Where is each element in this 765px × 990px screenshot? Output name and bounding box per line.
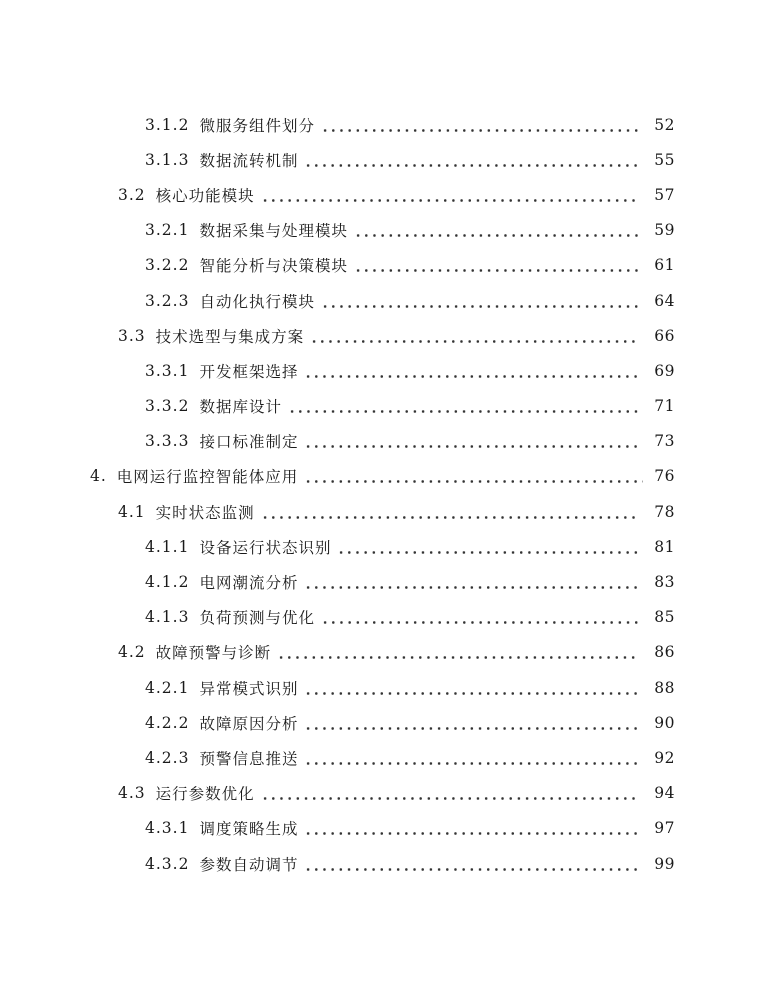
toc-dot-leader xyxy=(304,164,639,167)
toc-entry-number: 4.1.1 xyxy=(145,537,190,556)
toc-entry-number: 4.1.3 xyxy=(145,608,190,627)
toc-entry-number: 4.2 xyxy=(118,643,146,662)
toc-dot-leader xyxy=(304,762,639,765)
toc-entry-number: 3.2 xyxy=(118,185,146,204)
toc-entry[interactable] xyxy=(0,846,765,881)
toc-entry-title: 实时状态监测 xyxy=(155,503,255,522)
toc-dot-leader xyxy=(337,551,639,554)
toc-dot-leader xyxy=(321,305,639,308)
toc-entry[interactable] xyxy=(0,670,765,705)
toc-entry-title: 数据库设计 xyxy=(199,398,282,417)
toc-entry-number: 4.3 xyxy=(118,784,146,803)
toc-entry-number: 3.3.2 xyxy=(145,397,190,416)
toc-entry-title: 故障预警与诊断 xyxy=(155,644,272,663)
toc-dot-leader xyxy=(310,340,639,343)
toc-entry-title: 电网潮流分析 xyxy=(199,574,299,593)
toc-entry-page-number: 99 xyxy=(654,854,675,873)
toc-dot-leader xyxy=(288,410,639,413)
toc-entry[interactable] xyxy=(0,459,765,494)
toc-dot-leader xyxy=(354,269,639,272)
toc-entry-title: 运行参数优化 xyxy=(155,785,255,804)
toc-entry-title: 技术选型与集成方案 xyxy=(155,327,305,346)
toc-entry-title: 负荷预测与优化 xyxy=(199,609,315,628)
toc-entry-title: 参数自动调节 xyxy=(199,855,299,874)
toc-entry-number: 3.2.3 xyxy=(145,291,190,310)
toc-entry-title: 微服务组件划分 xyxy=(199,116,315,135)
toc-entry-page-number: 52 xyxy=(654,115,675,134)
toc-dot-leader xyxy=(261,199,639,202)
toc-entry-number: 3.1.3 xyxy=(145,150,190,169)
toc-entry-number: 3.2.2 xyxy=(145,256,190,275)
toc-entry[interactable] xyxy=(0,529,765,564)
toc-dot-leader xyxy=(304,832,639,835)
toc-dot-leader xyxy=(321,129,639,132)
toc-entry-page-number: 64 xyxy=(654,291,675,310)
toc-entry-title: 智能分析与决策模块 xyxy=(199,257,348,276)
toc-entry[interactable] xyxy=(0,142,765,177)
toc-entry[interactable] xyxy=(0,248,765,283)
toc-entry[interactable] xyxy=(0,177,765,212)
toc-entry-number: 3.1.2 xyxy=(145,115,190,134)
toc-entry-number: 3.3.1 xyxy=(145,361,190,380)
toc-entry-title: 数据流转机制 xyxy=(199,151,299,170)
toc-entry-page-number: 83 xyxy=(654,573,675,592)
toc-entry-page-number: 88 xyxy=(654,678,675,697)
toc-entry-page-number: 81 xyxy=(654,537,675,556)
toc-dot-leader xyxy=(321,621,639,624)
toc-entry[interactable] xyxy=(0,389,765,424)
toc-entry-page-number: 78 xyxy=(654,502,675,521)
toc-entry-page-number: 76 xyxy=(654,467,675,486)
toc-entry[interactable] xyxy=(0,705,765,740)
toc-entry[interactable] xyxy=(0,635,765,670)
toc-entry-number: 4.2.3 xyxy=(145,748,190,767)
toc-dot-leader xyxy=(304,586,639,589)
toc-dot-leader xyxy=(304,868,639,871)
toc-dot-leader xyxy=(354,234,639,237)
toc-entry-page-number: 57 xyxy=(654,185,675,204)
table-of-contents xyxy=(0,107,765,881)
toc-entry-number: 4.1 xyxy=(118,502,146,521)
toc-dot-leader xyxy=(277,656,639,659)
toc-entry-page-number: 97 xyxy=(654,819,675,838)
toc-entry[interactable] xyxy=(0,318,765,353)
toc-entry-title: 异常模式识别 xyxy=(199,679,299,698)
toc-entry-page-number: 61 xyxy=(654,256,675,275)
toc-entry-title: 数据采集与处理模块 xyxy=(199,222,348,241)
toc-entry-page-number: 66 xyxy=(654,326,675,345)
toc-entry[interactable] xyxy=(0,353,765,388)
toc-entry-title: 故障原因分析 xyxy=(199,714,299,733)
toc-dot-leader xyxy=(261,516,639,519)
toc-dot-leader xyxy=(304,480,643,483)
toc-entry-number: 4.3.2 xyxy=(145,854,190,873)
toc-entry-page-number: 90 xyxy=(654,713,675,732)
toc-entry-title: 核心功能模块 xyxy=(155,186,255,205)
toc-entry-page-number: 85 xyxy=(654,608,675,627)
toc-dot-leader xyxy=(304,727,639,730)
toc-entry[interactable] xyxy=(0,283,765,318)
toc-entry[interactable] xyxy=(0,107,765,142)
toc-dot-leader xyxy=(261,797,639,800)
toc-dot-leader xyxy=(304,692,639,695)
toc-entry[interactable] xyxy=(0,600,765,635)
toc-entry-page-number: 55 xyxy=(654,150,675,169)
toc-entry-page-number: 71 xyxy=(654,397,675,416)
toc-entry-number: 3.2.1 xyxy=(145,221,190,240)
toc-entry[interactable] xyxy=(0,424,765,459)
toc-entry-page-number: 73 xyxy=(654,432,675,451)
toc-entry[interactable] xyxy=(0,213,765,248)
toc-dot-leader xyxy=(304,375,639,378)
toc-entry[interactable] xyxy=(0,564,765,599)
toc-entry-title: 自动化执行模块 xyxy=(199,292,315,311)
toc-entry[interactable] xyxy=(0,776,765,811)
toc-entry-page-number: 69 xyxy=(654,361,675,380)
toc-entry-number: 4.2.1 xyxy=(145,678,190,697)
toc-entry-number: 4. xyxy=(90,467,107,486)
toc-entry-number: 3.3 xyxy=(118,326,146,345)
toc-entry-title: 调度策略生成 xyxy=(199,820,299,839)
toc-entry-number: 3.3.3 xyxy=(145,432,190,451)
toc-dot-leader xyxy=(304,445,639,448)
toc-entry[interactable] xyxy=(0,811,765,846)
toc-entry-page-number: 59 xyxy=(654,221,675,240)
toc-entry-title: 接口标准制定 xyxy=(199,433,299,452)
toc-entry-page-number: 94 xyxy=(654,784,675,803)
toc-entry-number: 4.3.1 xyxy=(145,819,190,838)
toc-entry-number: 4.2.2 xyxy=(145,713,190,732)
toc-entry-number: 4.1.2 xyxy=(145,573,190,592)
toc-entry-title: 设备运行状态识别 xyxy=(199,538,332,557)
toc-entry-page-number: 86 xyxy=(654,643,675,662)
toc-entry[interactable] xyxy=(0,494,765,529)
toc-entry[interactable] xyxy=(0,740,765,775)
toc-entry-title: 预警信息推送 xyxy=(199,749,299,768)
toc-entry-page-number: 92 xyxy=(654,748,675,767)
toc-entry-title: 电网运行监控智能体应用 xyxy=(116,468,299,487)
toc-entry-title: 开发框架选择 xyxy=(199,362,299,381)
